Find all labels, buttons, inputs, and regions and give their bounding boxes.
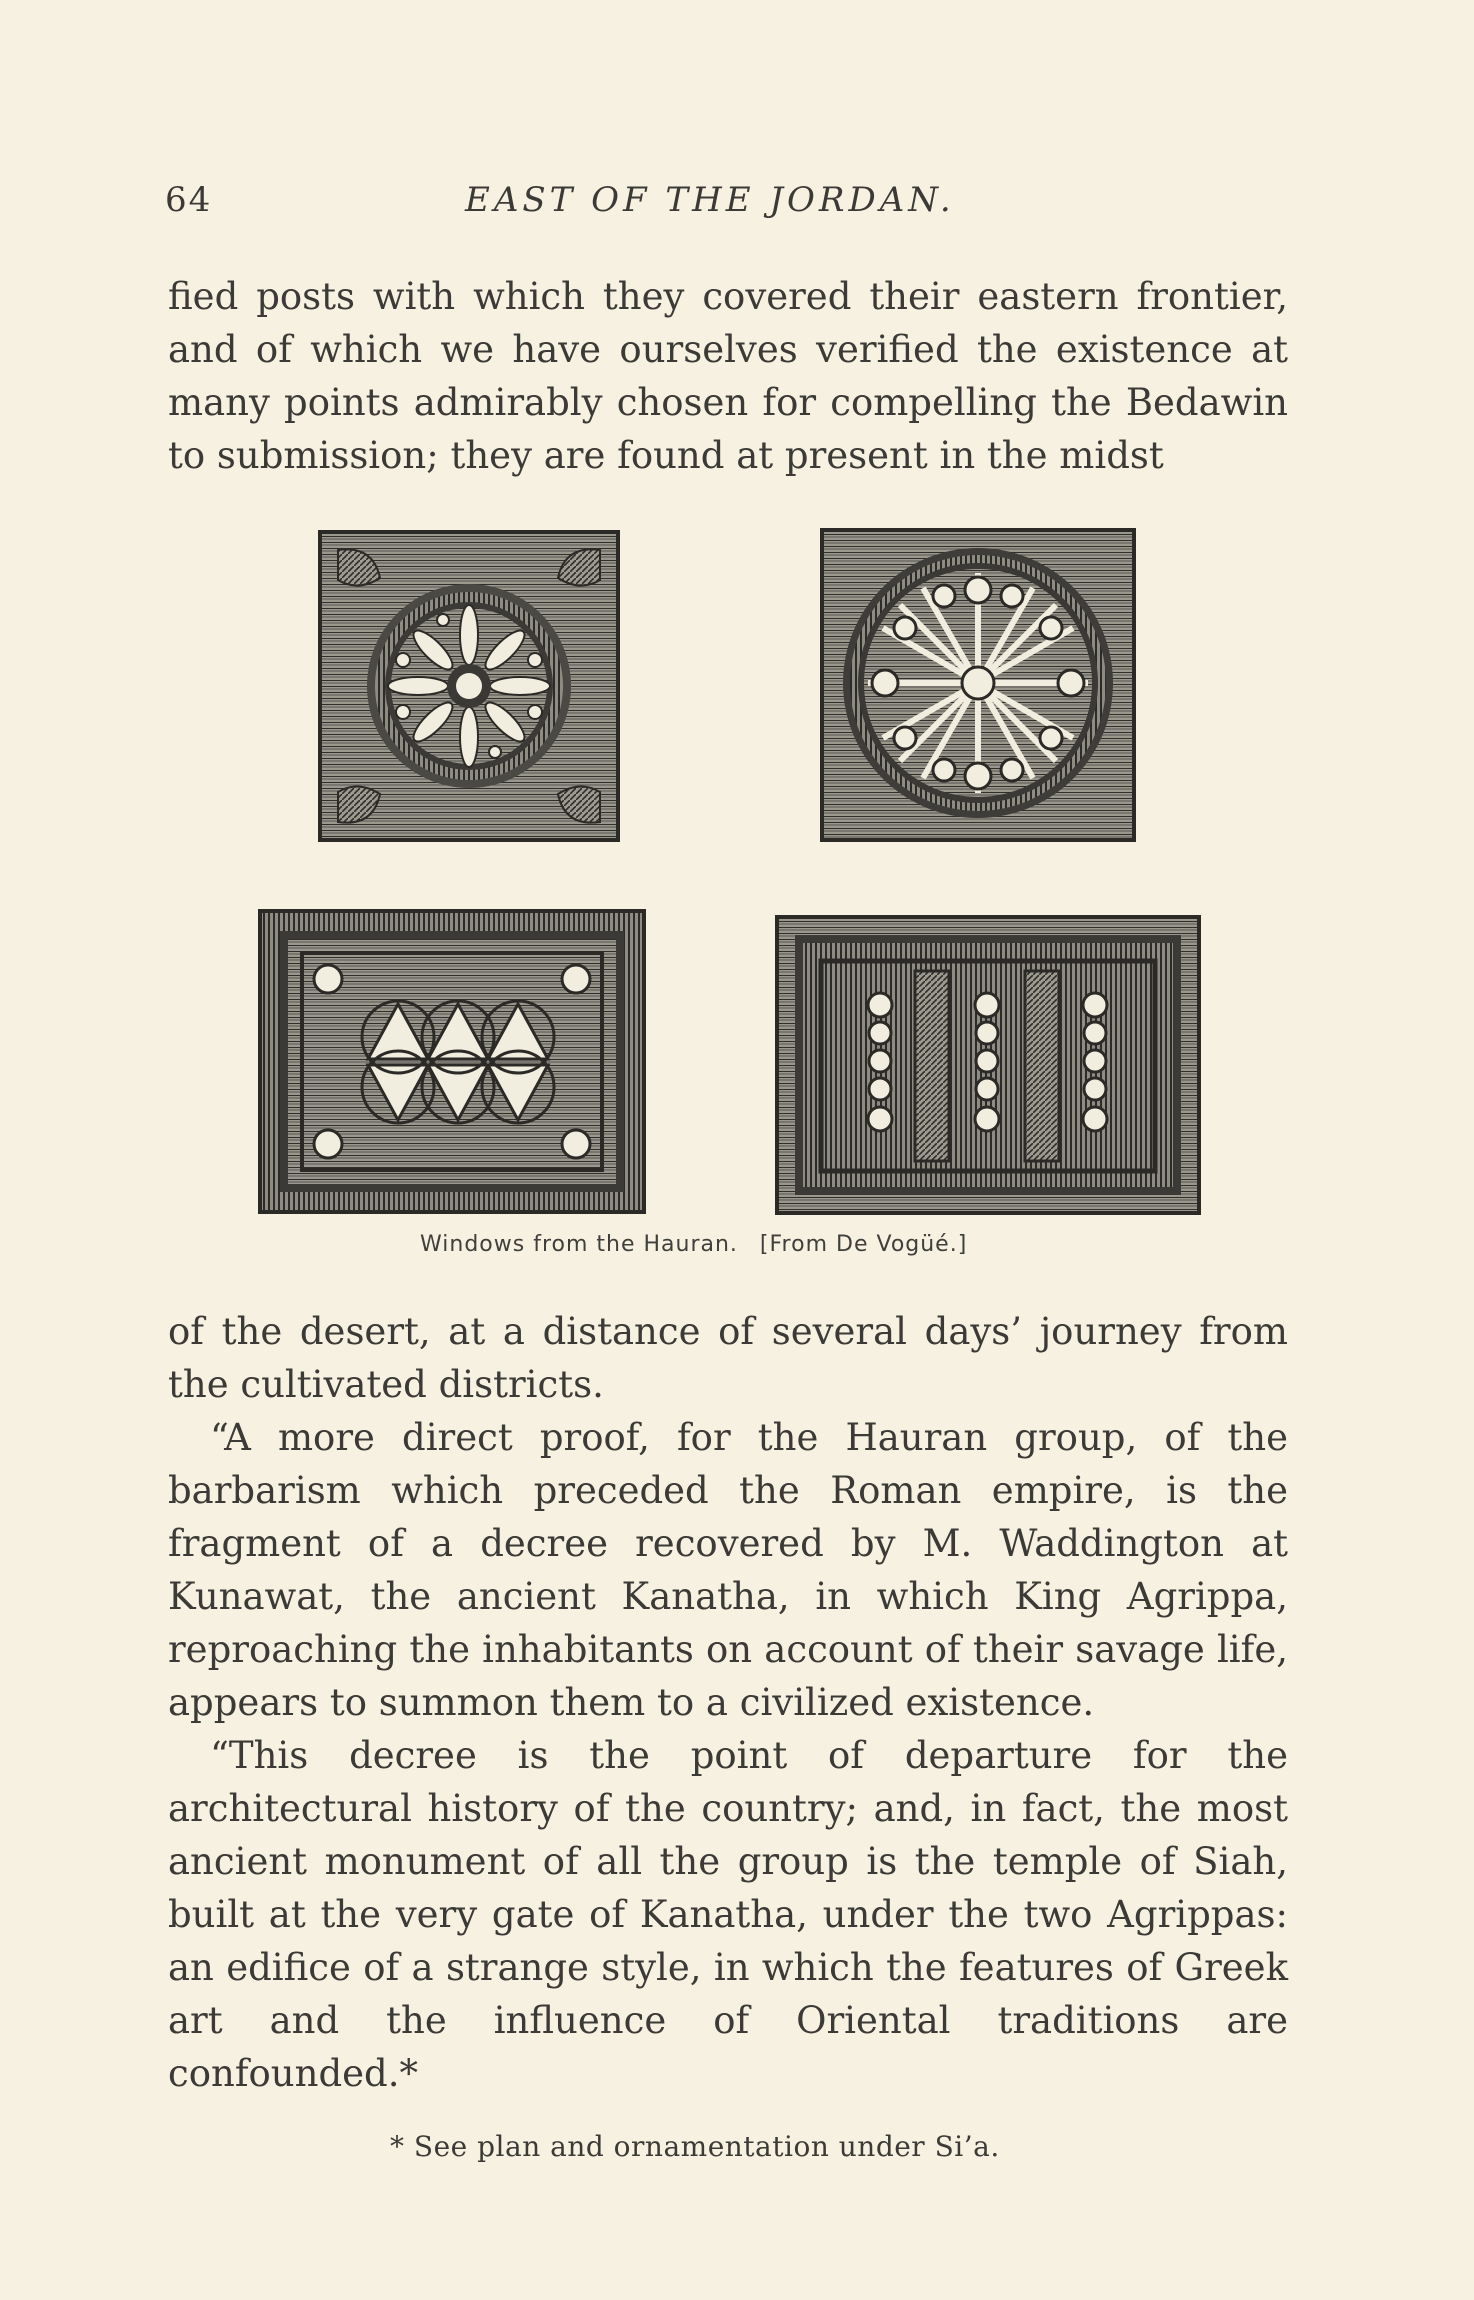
body-text-bottom — [168, 1305, 1288, 2100]
figure-windows — [0, 525, 1474, 1265]
window-engraving-1 — [318, 530, 620, 842]
footnote: * See plan and ornamentation under Si’a. — [390, 2130, 1000, 2163]
caption-title: Windows from the Hauran. — [420, 1232, 738, 1257]
running-title: EAST OF THE JORDAN. — [465, 180, 955, 220]
page-number: 64 — [165, 180, 213, 220]
window-engraving-2 — [820, 528, 1136, 842]
paragraph-2: “A more direct proof, for the Hauran group, of the barbarism which preceded the Roman empire, is the fragment of a decree recovered by M. Waddington at Kunawat, the ancient Kanatha, in which King Agrippa, reproaching the inhabitants on account of their savage life, appears to summon them to a civilized existence. — [168, 1416, 1288, 1724]
paragraph-3: “This decree is the point of departure for the architectural history of the country; and, in fact, the most ancient monument of all the group is the temple of Siah, built at the very gate of Kanatha, under the two Agrippas: an edifice of a strange style, in which the features of Greek art and the influence of Oriental traditions are confounded.* — [168, 1734, 1288, 2095]
paragraph-1: of the desert, at a distance of several days’ journey from the cultivated districts. — [168, 1310, 1288, 1406]
body-text-top — [168, 270, 1288, 482]
figure-caption — [420, 1232, 1100, 1257]
window-engraving-4 — [775, 915, 1201, 1215]
running-header — [165, 180, 1295, 240]
caption-source: [From De Vogüé.] — [759, 1232, 968, 1257]
window-engraving-3 — [258, 909, 646, 1214]
paragraph-continued: fied posts with which they covered their eastern frontier, and of which we have ourselves verified the existence at many points admirably chosen for compelling the Bedawin to submission; they are found at present in the midst — [168, 275, 1288, 477]
